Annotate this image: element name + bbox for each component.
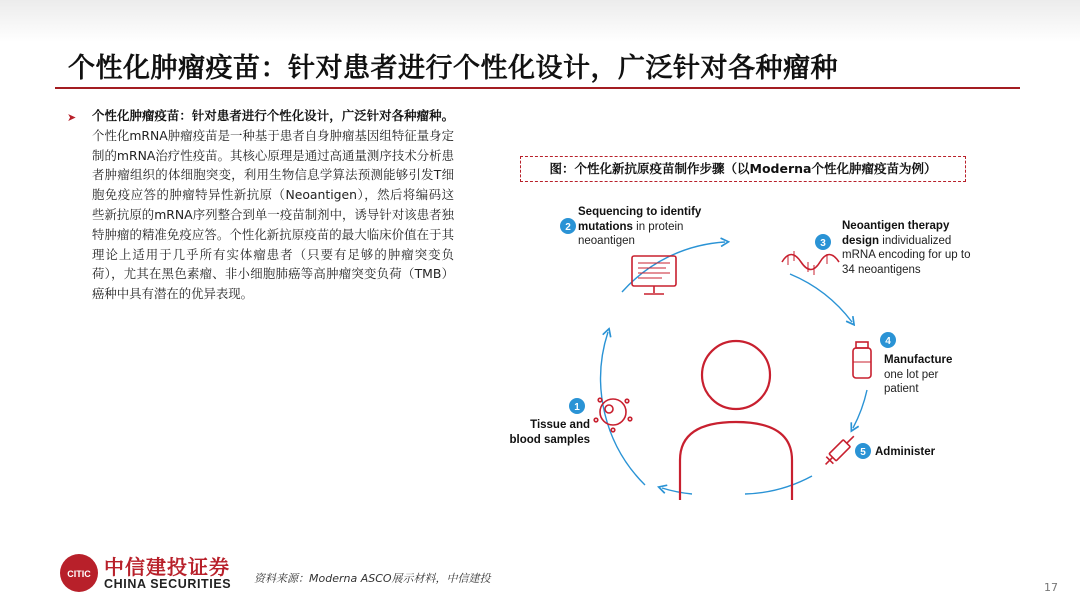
svg-text:4: 4 — [885, 336, 891, 347]
step-badge-3 — [815, 234, 831, 250]
step-badge-2 — [560, 218, 576, 234]
svg-text:2: 2 — [565, 222, 571, 233]
step-badge-5 — [855, 443, 871, 459]
body-lead: 个性化肿瘤疫苗：针对患者进行个性化设计，广泛针对各种瘤种。 — [92, 108, 454, 123]
cycle-arrow-3 — [790, 274, 852, 322]
sequencing-monitor-icon — [632, 256, 676, 294]
step-3-label: Neoantigen therapy design individualized mRNA encoding for up to 34 neoantigens — [842, 220, 971, 276]
page-number: 17 — [1044, 581, 1058, 594]
step-2-label: Sequencing to identify mutations in protein neoantigen — [578, 206, 702, 247]
step-badge-1 — [569, 398, 585, 414]
tissue-cell-icon — [594, 398, 632, 432]
slide-title: 个性化肿瘤疫苗：针对患者进行个性化设计，广泛针对各种瘤种 — [68, 53, 838, 84]
figure-caption: 图：个性化新抗原疫苗制作步骤（以Moderna个性化肿瘤疫苗为例） — [520, 156, 966, 182]
svg-text:1: 1 — [574, 402, 580, 413]
cycle-arrow-5 — [745, 476, 812, 494]
body-paragraph — [92, 106, 454, 304]
top-gradient-band — [0, 0, 1080, 42]
svg-text:5: 5 — [860, 447, 866, 458]
logo-chinese-name: 中信建投证券 — [104, 555, 230, 579]
mrna-strand-icon — [782, 251, 839, 275]
title-divider — [55, 87, 1020, 89]
logo-english-name: CHINA SECURITIES — [104, 577, 232, 591]
step-5-label: Administer — [875, 446, 936, 458]
cycle-arrow-4 — [853, 390, 867, 428]
citic-logo-icon — [58, 553, 100, 593]
cycle-arrow-2 — [622, 242, 725, 292]
patient-figure — [680, 341, 792, 500]
cycle-arrow-1 — [601, 332, 645, 485]
svg-text:3: 3 — [820, 238, 826, 249]
svg-text:CITIC: CITIC — [67, 569, 91, 579]
step-badge-4 — [880, 332, 896, 348]
source-note: 资料来源：Moderna ASCO展示材料，中信建投 — [254, 572, 491, 585]
vaccine-vial-icon — [853, 342, 871, 378]
step-1-label: Tissue and blood samples — [509, 419, 590, 446]
bullet-arrow-icon: ➤ — [67, 111, 77, 124]
body-text: 个性化mRNA肿瘤疫苗是一种基于患者自身肿瘤基因组特征量身定制的mRNA治疗性疫苗。其核心原理是通过高通量测序技术分析患者肿瘤组织的体细胞突变，利用生物信息学算法预测能够引发T细胞免疫应答的肿瘤特异性新抗原（Neoantigen），然后将编码这些新抗原的mRNA序列整合到单一疫苗制剂中，诱导针对该患者独特肿瘤的精准免疫应答。个性化新抗原疫苗的最大临床价值在于其理论上适用于几乎所有实体瘤患者（只要有足够的肿瘤突变负荷），尤其在黑色素瘤、非小细胞肺癌等高肿瘤突变负荷（TMB）癌种中具有潜在的优异表现。 — [92, 127, 454, 302]
cycle-arrow-6 — [662, 488, 692, 494]
syringe-icon — [822, 433, 857, 468]
step-4-label: Manufacture one lot per patient — [884, 354, 953, 395]
